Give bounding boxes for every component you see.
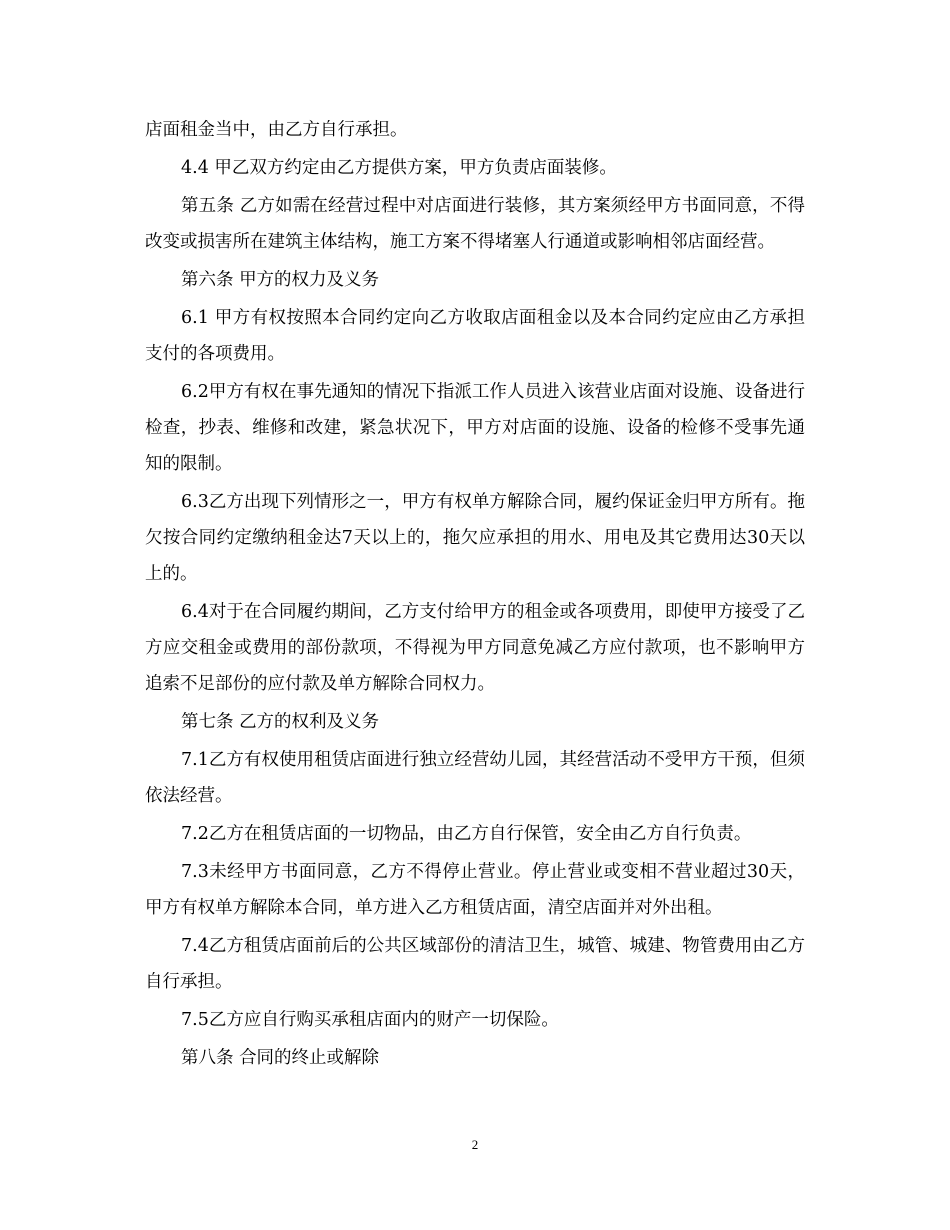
paragraph-7-4: 7.4乙方租赁店面前后的公共区域部份的清洁卫生，城管、城建、物管费用由乙方自行承担。 [145, 936, 805, 992]
heading-article-8: 第八条 合同的终止或解除 [181, 1048, 380, 1068]
paragraph-7-2: 7.2乙方在租赁店面的一切物品，由乙方自行保管，安全由乙方自行负责。 [181, 824, 752, 844]
page-number: 2 [471, 1137, 479, 1152]
paragraph-7-1: 7.1乙方有权使用租赁店面进行独立经营幼儿园，其经营活动不受甲方干预，但须依法经营。 [145, 750, 805, 806]
paragraph-6-1: 6.1 甲方有权按照本合同约定向乙方收取店面租金以及本合同约定应由乙方承担支付的各项费用。 [145, 308, 805, 364]
heading-article-7: 第七条 乙方的权利及义务 [181, 712, 380, 732]
paragraph-6-2: 6.2甲方有权在事先通知的情况下指派工作人员进入该营业店面对设施、设备进行检查，抄表、维修和改建，紧急状况下，甲方对店面的设施、设备的检修不受事先通知的限制。 [145, 382, 805, 474]
document-body [145, 112, 805, 1076]
paragraph-4-4: 4.4 甲乙双方约定由乙方提供方案，甲方负责店面装修。 [181, 158, 617, 178]
paragraph-6-3: 6.3乙方出现下列情形之一，甲方有权单方解除合同，履约保证金归甲方所有。拖欠按合同约定缴纳租金达7天以上的，拖欠应承担的用水、用电及其它费用达30天以上的。 [145, 492, 805, 584]
paragraph-7-5: 7.5乙方应自行购买承租店面内的财产一切保险。 [181, 1010, 559, 1030]
paragraph-article-5: 第五条 乙方如需在经营过程中对店面进行装修，其方案须经甲方书面同意，不得改变或损害所在建筑主体结构，施工方案不得堵塞人行通道或影响相邻店面经营。 [145, 196, 805, 252]
paragraph-6-4: 6.4对于在合同履约期间，乙方支付给甲方的租金或各项费用，即使甲方接受了乙方应交租金或费用的部份款项，不得视为甲方同意免减乙方应付款项，也不影响甲方追索不足部份的应付款及单方解除合同权力。 [145, 602, 805, 694]
paragraph-7-3: 7.3未经甲方书面同意，乙方不得停止营业。停止营业或变相不营业超过30天，甲方有权单方解除本合同，单方进入乙方租赁店面，清空店面并对外出租。 [145, 862, 805, 918]
heading-article-6: 第六条 甲方的权力及义务 [181, 270, 380, 290]
paragraph-continuation: 店面租金当中，由乙方自行承担。 [145, 120, 408, 140]
